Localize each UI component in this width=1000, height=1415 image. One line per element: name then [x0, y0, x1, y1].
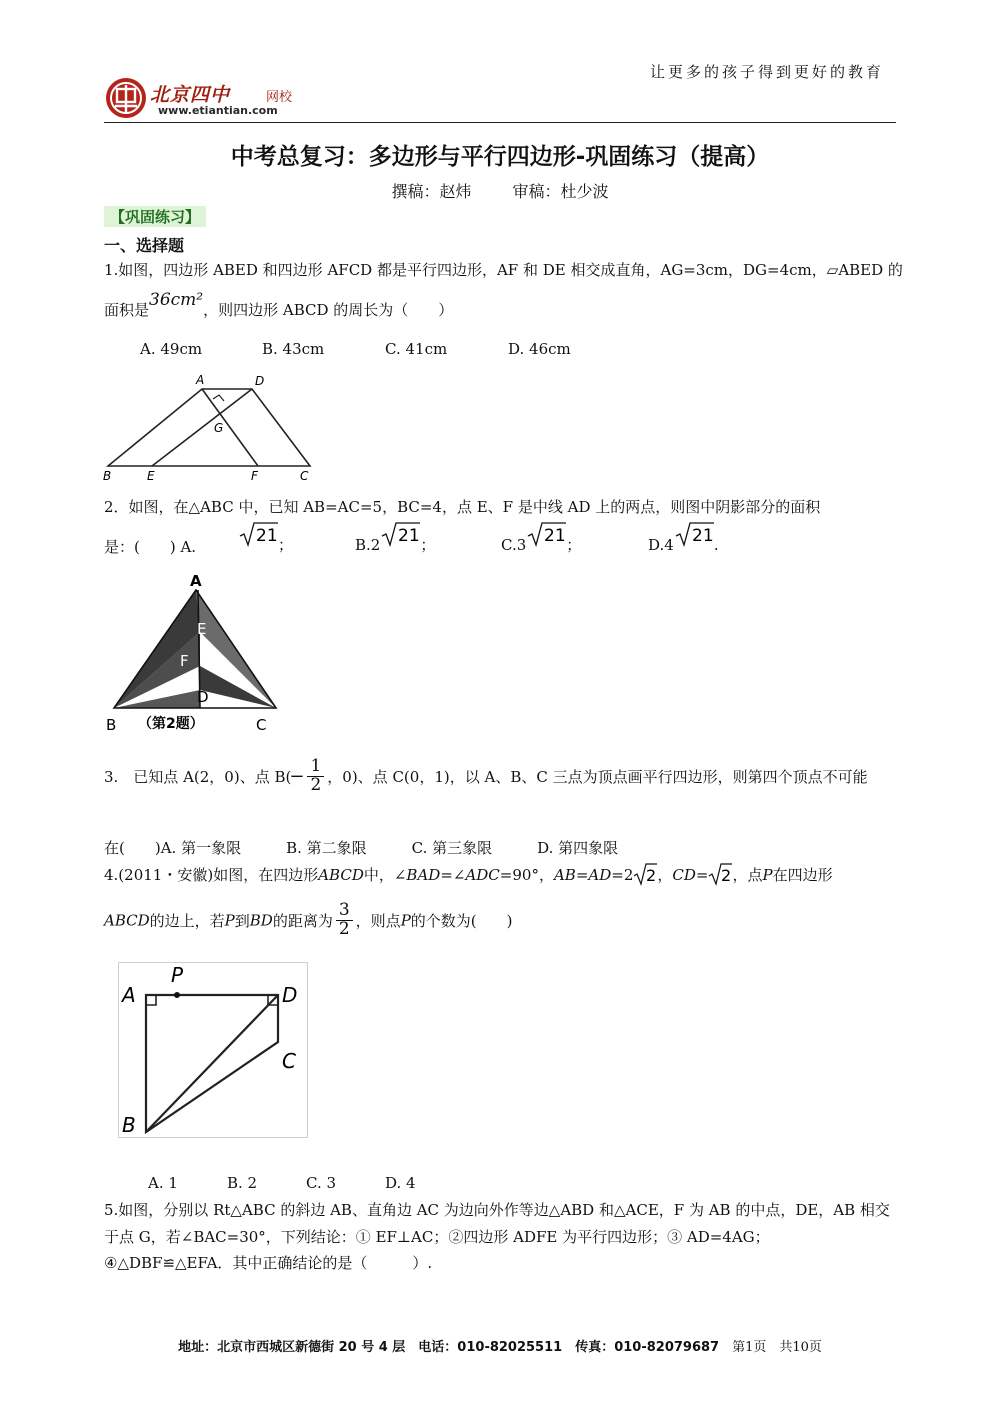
q2-fig-label-b: B — [106, 716, 117, 734]
q2-option-d-sqrt — [674, 520, 714, 548]
q1-fig-de — [152, 389, 252, 466]
q1-option-b: B. 43cm — [262, 340, 325, 358]
q4-l2-e: 的个数为( ) — [410, 911, 513, 930]
q1-fig-label-f: F — [251, 469, 258, 483]
q4-bad: BAD — [406, 866, 441, 884]
q4-line2 — [104, 902, 513, 939]
q2-option-a — [238, 520, 294, 554]
q2-option-a-radicand: 21 — [256, 526, 278, 546]
q4-mid8: ，点 — [732, 866, 763, 884]
q4-frac-num: 3 — [336, 902, 353, 921]
q4-fig-label-b: B — [122, 1113, 136, 1137]
q4-option-b: B. 2 — [227, 1174, 258, 1192]
q4-line1 — [104, 862, 833, 886]
q4-fig-label-c: C — [282, 1049, 296, 1073]
q1-line2-post: ，则四边形 ABCD 的周长为（ ） — [203, 301, 454, 319]
q4-sqrt2 — [708, 862, 732, 886]
q1-line2 — [104, 290, 454, 320]
q1-fig-label-d: D — [255, 374, 265, 388]
q1-fig-label-g: G — [214, 421, 224, 435]
q4-l2-b: 到 — [234, 911, 250, 930]
q2-fig-label-f: F — [180, 652, 189, 670]
q2-option-c-radicand: 21 — [544, 526, 566, 546]
reviewer: 审稿：杜少波 — [512, 182, 609, 201]
q4-l2-a: 的边上，若 — [149, 911, 225, 930]
q3-fraction — [307, 758, 324, 795]
q2-fig-label-d: D — [197, 688, 209, 706]
q1-fig-label-e: E — [147, 469, 155, 483]
q4-frac-den: 2 — [338, 918, 350, 939]
footer-page: 第1页 共10页 — [732, 1340, 822, 1355]
q4-mid7: = — [695, 866, 709, 884]
q4-fig-diagonal-bd — [146, 995, 278, 1132]
q1-fig-right-angle — [213, 395, 224, 401]
q4-sqrt2-radicand: 2 — [721, 866, 732, 885]
q4-cd: CD — [672, 866, 696, 884]
q1-fig-label-c: C — [300, 469, 309, 483]
q2-option-c — [501, 520, 582, 554]
q2-option-d — [648, 520, 719, 554]
q3-line1 — [104, 758, 868, 795]
authors — [0, 179, 1000, 202]
q2-option-b-prefix: B.2 — [355, 536, 381, 554]
q4-fig-point-p — [174, 992, 180, 998]
q3-frac-den: 2 — [310, 774, 322, 795]
q4-l2-c: 的距离为 — [272, 911, 333, 930]
q4-l2-p2: P — [400, 911, 411, 930]
q1-fig-label-a: A — [196, 373, 205, 387]
q1-option-a: A. 49cm — [140, 340, 203, 358]
q1-figure — [100, 372, 320, 484]
q4-l2-d: ，则点 — [355, 911, 401, 930]
page-title: 中考总复习：多边形与平行四边形-巩固练习（提高） — [230, 144, 770, 170]
q3-post: ，0)、点 C(0，1)，以 A、B、C 三点为顶点画平行四边形，则第四个顶点不可能 — [327, 767, 868, 786]
q2-option-b-suffix: ； — [420, 536, 436, 554]
q4-mid3: =90°， — [499, 866, 554, 884]
footer-address: 地址：北京市西城区新德街 20 号 4 层 电话：010-82025511 传真：010-82079687 — [178, 1340, 720, 1355]
q2-fig-caption: （第2题） — [138, 716, 204, 732]
q4-adc: ADC — [465, 866, 500, 884]
q2-option-c-prefix: C.3 — [501, 536, 527, 554]
q5-line2: 于点 G，若∠BAC=30°，下列结论：① EF⊥AC；②四边形 ADFE 为平行四边形；③ AD=4AG； — [104, 1228, 770, 1246]
q2-option-a-suffix: ； — [278, 536, 294, 554]
q4-mid5: =2 — [611, 866, 634, 884]
q4-abcd: ABCD — [318, 866, 364, 884]
logo-name: 北京四中 — [150, 84, 231, 106]
q1-line2-pre: 面积是 — [104, 301, 150, 319]
q4-fig-label-p: P — [171, 963, 184, 987]
q1-option-c: C. 41cm — [385, 340, 448, 358]
q5-line3: ④△DBF≌△EFA．其中正确结论的是（ ）. — [104, 1254, 433, 1272]
q4-figure — [118, 962, 308, 1138]
q4-p: P — [762, 866, 773, 884]
q4-option-d: D. 4 — [385, 1174, 416, 1192]
q2-line2: 是：( ) A. — [104, 538, 197, 556]
q2-option-b-sqrt — [380, 520, 420, 548]
q2-line1: 2．如图，在△ABC 中，已知 AB=AC=5，BC=4，点 E、F 是中线 AD 上的两点，则图中阴影部分的面积 — [104, 498, 821, 516]
q2-fig-label-a: A — [190, 572, 202, 590]
page-footer — [0, 1336, 1000, 1355]
q4-fig-right-angle-a — [146, 995, 156, 1005]
q4-l2-p: P — [224, 911, 235, 930]
logo-url: www.etiantian.com — [158, 104, 278, 117]
q2-option-b — [355, 520, 436, 554]
q2-option-d-suffix: . — [713, 536, 719, 554]
q4-fraction — [336, 902, 353, 939]
header-rule — [104, 122, 896, 123]
q4-option-a: A. 1 — [148, 1174, 178, 1192]
q5-line1: 5.如图，分别以 Rt△ABC 的斜边 AB、直角边 AC 为边向外作等边△ABD 和△ACE，F 为 AB 的中点，DE，AB 相交 — [104, 1201, 890, 1219]
q4-l2-bd: BD — [249, 911, 273, 930]
section-tag: 【巩固练习】 — [104, 206, 206, 227]
logo-sub: 网校 — [266, 90, 293, 105]
q4-mid6: ， — [657, 866, 673, 884]
q2-figure — [100, 570, 290, 740]
q4-sqrt1 — [633, 862, 657, 886]
q4-mid2: =∠ — [440, 866, 466, 884]
q3-pre: 3. 已知点 A(2，0)、点 B( — [104, 767, 292, 786]
q4-option-c: C. 3 — [306, 1174, 337, 1192]
q2-option-a-sqrt — [238, 520, 278, 548]
q2-fig-shade-right-low — [200, 666, 276, 708]
q1-fig-af — [202, 389, 258, 466]
logo-icon — [104, 76, 148, 120]
q1-area: 36cm² — [149, 290, 204, 310]
q2-fig-label-c: C — [256, 716, 267, 734]
q2-option-b-radicand: 21 — [398, 526, 420, 546]
q4-fig-label-d: D — [282, 983, 298, 1007]
q2-option-c-suffix: ； — [566, 536, 582, 554]
q4-ad: AD — [588, 866, 612, 884]
section-heading: 一、选择题 — [104, 236, 185, 255]
q4-fig-label-a: A — [122, 983, 136, 1007]
q2-option-d-radicand: 21 — [691, 526, 714, 546]
header-slogan: 让更多的孩子得到更好的教育 — [650, 63, 885, 81]
q3-frac-num: 1 — [307, 758, 324, 777]
q4-end: 在四边形 — [772, 866, 833, 884]
q1-fig-label-b: B — [103, 469, 112, 483]
q2-fig-label-e: E — [197, 620, 207, 638]
q2-option-d-prefix: D.4 — [648, 536, 674, 554]
writer: 撰稿：赵炜 — [391, 182, 472, 201]
q4-l2-abcd: ABCD — [104, 911, 150, 930]
q2-option-c-sqrt — [526, 520, 566, 548]
q3-line2: 在( )A. 第一象限 B. 第二象限 C. 第三象限 D. 第四象限 — [104, 839, 619, 857]
q1-option-d: D. 46cm — [508, 340, 571, 358]
q4-pre: 4.(2011・安徽)如图，在四边形 — [104, 866, 319, 884]
q3-frac-sign: − — [289, 765, 305, 787]
q4-mid1: 中，∠ — [363, 866, 407, 884]
q1-line1: 1.如图，四边形 ABED 和四边形 AFCD 都是平行四边形，AF 和 DE 相交成直角，AG=3cm，DG=4cm，▱ABED 的 — [104, 261, 903, 279]
q4-sqrt1-radicand: 2 — [646, 866, 657, 885]
q4-ab: AB — [553, 866, 576, 884]
q1-fig-quad — [108, 389, 310, 466]
q4-mid4: = — [575, 866, 589, 884]
